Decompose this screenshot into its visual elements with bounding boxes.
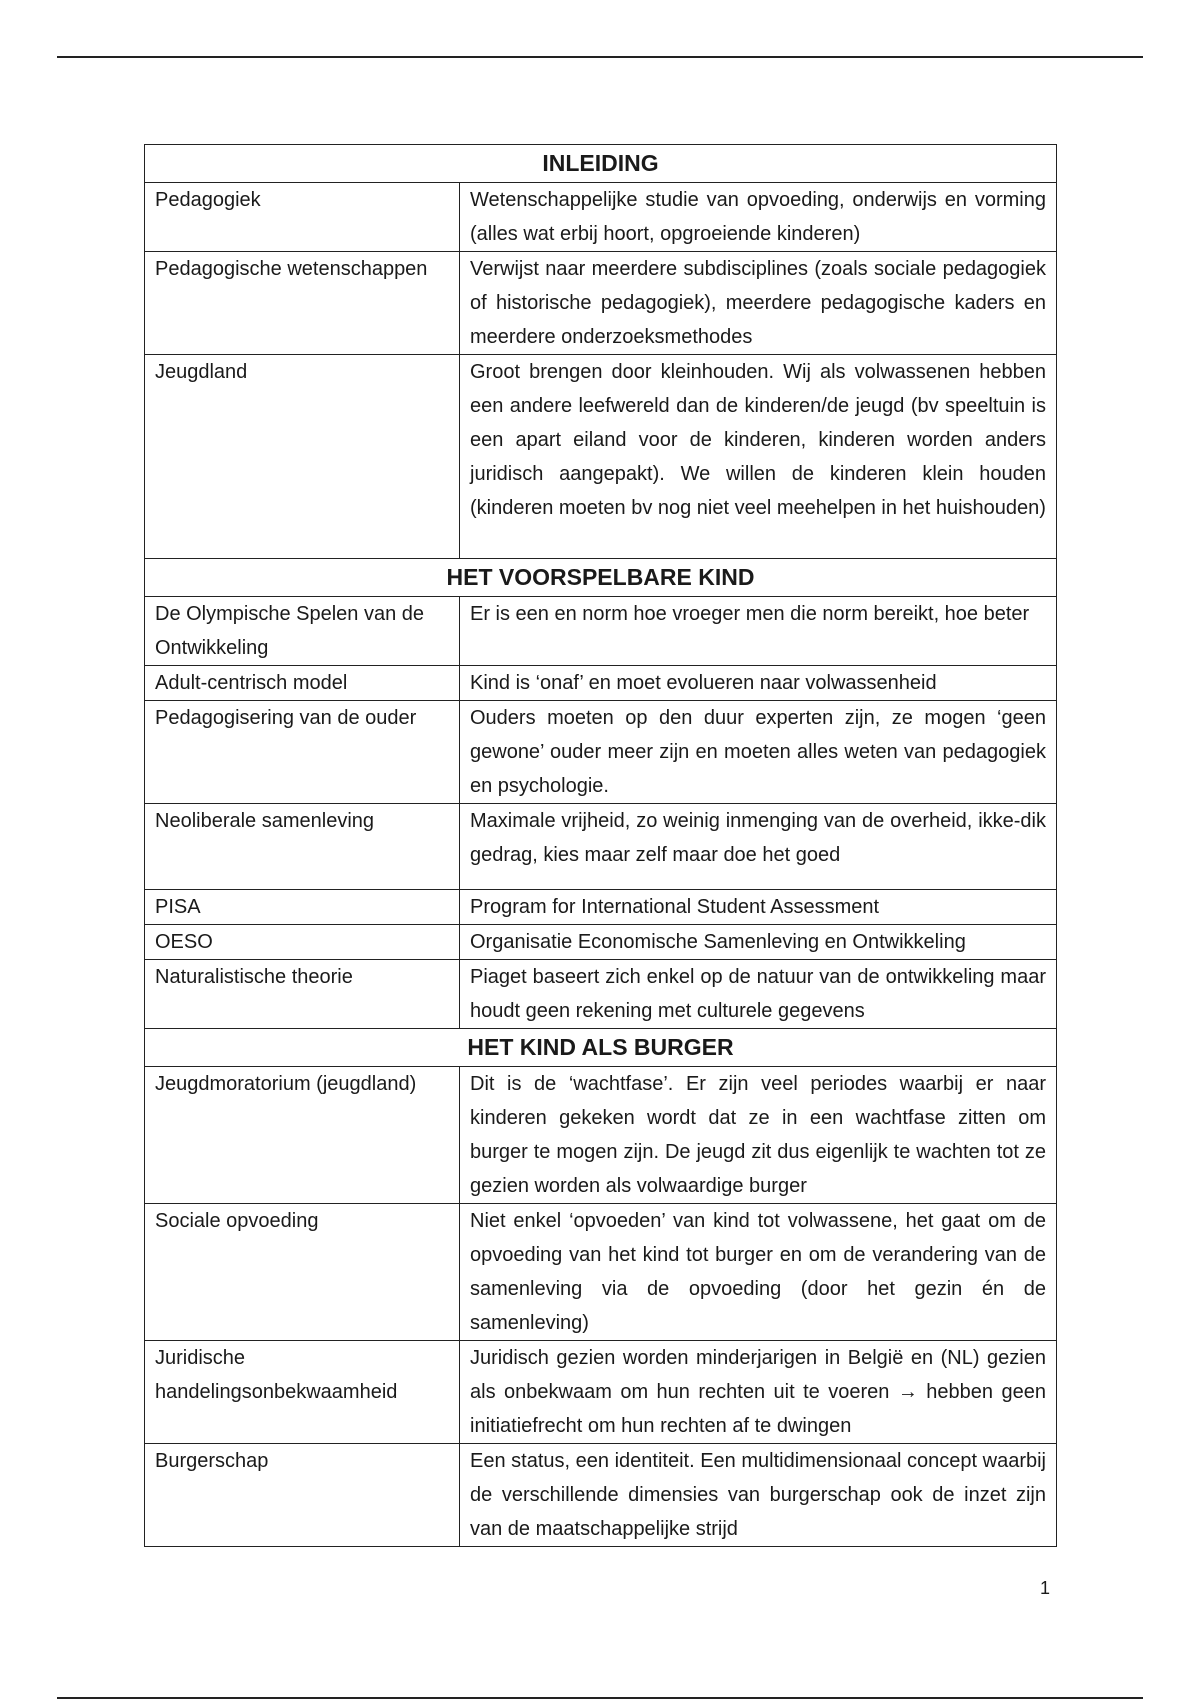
glossary-definition: Wetenschappelijke studie van opvoeding, onderwijs en vorming (alles wat erbij hoort, opgroeiende kinderen) xyxy=(460,183,1057,252)
glossary-row xyxy=(145,960,1057,1029)
glossary-row xyxy=(145,597,1057,666)
glossary-term: Jeugdland xyxy=(145,355,460,559)
glossary-definition: Juridisch gezien worden minderjarigen in België en (NL) gezien als onbekwaam om hun rechten uit te voeren → hebben geen initiatiefrecht om hun rechten af te dwingen xyxy=(460,1341,1057,1444)
glossary-row xyxy=(145,1444,1057,1547)
glossary-row xyxy=(145,252,1057,355)
glossary-term: Naturalistische theorie xyxy=(145,960,460,1029)
glossary-definition: Groot brengen door kleinhouden. Wij als volwassenen hebben een andere leefwereld dan de kinderen/de jeugd (bv speeltuin is een apart eiland voor de kinderen, kinderen worden anders juridisch aangepakt). We willen de kinderen klein houden (kinderen moeten bv nog niet veel meehelpen in het huishouden) xyxy=(460,355,1057,559)
glossary-definition: Maximale vrijheid, zo weinig inmenging van de overheid, ikke-dik gedrag, kies maar zelf maar doe het goed xyxy=(460,804,1057,890)
bottom-rule xyxy=(57,1697,1143,1699)
glossary-term: Pedagogisering van de ouder xyxy=(145,701,460,804)
glossary-definition: Er is een en norm hoe vroeger men die norm bereikt, hoe beter xyxy=(460,597,1057,666)
glossary-definition: Program for International Student Assessment xyxy=(460,890,1057,925)
section-header-row xyxy=(145,559,1057,597)
glossary-definition: Kind is ‘onaf’ en moet evolueren naar volwassenheid xyxy=(460,666,1057,701)
glossary-row xyxy=(145,183,1057,252)
section-title: INLEIDING xyxy=(145,145,1057,183)
page-number: 1 xyxy=(1040,1578,1051,1598)
glossary-body xyxy=(145,145,1057,1547)
section-header-row xyxy=(145,145,1057,183)
section-header-row xyxy=(145,1029,1057,1067)
glossary-row xyxy=(145,701,1057,804)
glossary-row xyxy=(145,890,1057,925)
glossary-row xyxy=(145,1341,1057,1444)
glossary-term: Neoliberale samenleving xyxy=(145,804,460,890)
glossary-term: Adult-centrisch model xyxy=(145,666,460,701)
glossary-row xyxy=(145,1067,1057,1204)
glossary-term: OESO xyxy=(145,925,460,960)
glossary-term: Burgerschap xyxy=(145,1444,460,1547)
glossary-definition: Niet enkel ‘opvoeden’ van kind tot volwassene, het gaat om de opvoeding van het kind tot burger en om de verandering van de samenleving via de opvoeding (door het gezin én de samenleving) xyxy=(460,1204,1057,1341)
glossary-row xyxy=(145,666,1057,701)
glossary-term: Jeugdmoratorium (jeugdland) xyxy=(145,1067,460,1204)
glossary-definition: Verwijst naar meerdere subdisciplines (zoals sociale pedagogiek of historische pedagogiek), meerdere pedagogische kaders en meerdere onderzoeksmethodes xyxy=(460,252,1057,355)
glossary-table xyxy=(144,144,1057,1547)
glossary-term: Sociale opvoeding xyxy=(145,1204,460,1341)
glossary-definition: Een status, een identiteit. Een multidimensionaal concept waarbij de verschillende dimensies van burgerschap ook de inzet zijn van de maatschappelijke strijd xyxy=(460,1444,1057,1547)
top-rule xyxy=(57,56,1143,58)
glossary-term: Pedagogiek xyxy=(145,183,460,252)
glossary-definition: Dit is de ‘wachtfase’. Er zijn veel periodes waarbij er naar kinderen gekeken wordt dat ze in een wachtfase zitten om burger te mogen zijn. De jeugd zit dus eigenlijk te wachten tot ze gezien worden als volwaardige burger xyxy=(460,1067,1057,1204)
glossary-term: De Olympische Spelen van de Ontwikkeling xyxy=(145,597,460,666)
glossary-row xyxy=(145,925,1057,960)
glossary-definition: Piaget baseert zich enkel op de natuur van de ontwikkeling maar houdt geen rekening met culturele gegevens xyxy=(460,960,1057,1029)
section-title: HET KIND ALS BURGER xyxy=(145,1029,1057,1067)
section-title: HET VOORSPELBARE KIND xyxy=(145,559,1057,597)
glossary-row xyxy=(145,1204,1057,1341)
glossary-row xyxy=(145,804,1057,890)
glossary-term: PISA xyxy=(145,890,460,925)
glossary-term: Juridische handelingsonbekwaamheid xyxy=(145,1341,460,1444)
glossary-term: Pedagogische wetenschappen xyxy=(145,252,460,355)
glossary-definition: Ouders moeten op den duur experten zijn, ze mogen ‘geen gewone’ ouder meer zijn en moeten alles weten van pedagogiek en psychologie. xyxy=(460,701,1057,804)
glossary-row xyxy=(145,355,1057,559)
glossary-definition: Organisatie Economische Samenleving en Ontwikkeling xyxy=(460,925,1057,960)
